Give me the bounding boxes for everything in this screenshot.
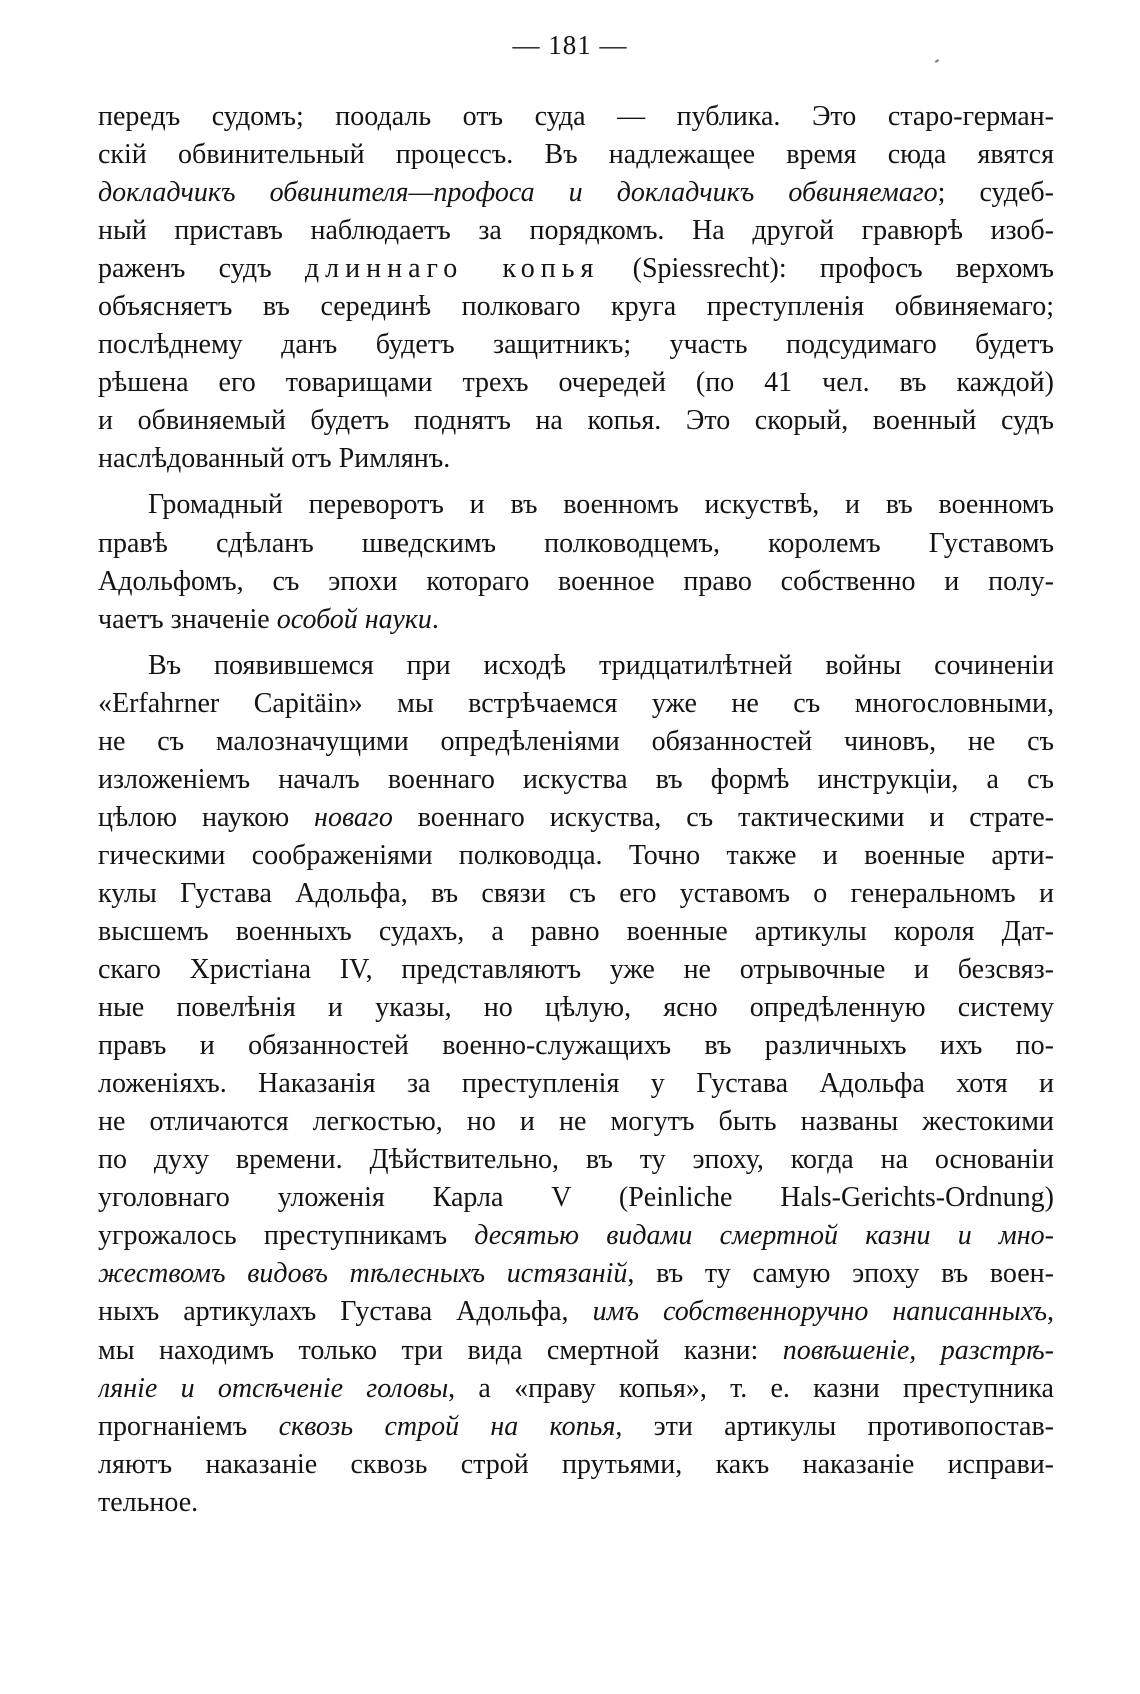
text-run: ,: [1047, 1296, 1054, 1328]
text-run: ныхъ артикулахъ Густава Адольфа,: [98, 1296, 593, 1328]
text-line: [98, 647, 1054, 685]
text-line: [98, 601, 1054, 639]
text-line: [98, 174, 1054, 212]
text-line: [98, 563, 1054, 601]
text-run: Въ появившемся при исходѣ тридцатилѣтней войны сочиненіи: [148, 649, 1054, 681]
text-line: [98, 250, 1054, 288]
text-run: (Spiessrecht): профосъ верхомъ: [599, 253, 1054, 285]
text-run: раженъ судъ: [98, 253, 305, 285]
text-line: [98, 723, 1054, 761]
text-run: послѣднему данъ будетъ защитникъ; участь подсудимаго будетъ: [98, 329, 1054, 361]
text-run: ляютъ наказаніе сквозь строй прутьями, какъ наказаніе исправи-: [98, 1448, 1054, 1480]
text-line: [98, 136, 1054, 174]
page-number: — 181 —: [512, 30, 628, 60]
italic-text: докладчикъ обвинителя—профоса и докладчикъ обвиняемаго: [98, 177, 938, 209]
italic-text: ляніе и отсѣченіе головы: [98, 1372, 449, 1404]
text-run: , эти артикулы противопостав-: [615, 1410, 1054, 1442]
text-run: по духу времени. Дѣйствительно, въ ту эпоху, когда на основаніи: [98, 1144, 1054, 1176]
text-run: ный приставъ наблюдаетъ за порядкомъ. На другой гравюрѣ изоб-: [98, 215, 1054, 247]
text-line: [98, 1027, 1054, 1065]
text-run: объясняетъ въ серединѣ полковаго круга преступленія обвиняемаго;: [98, 291, 1054, 323]
text-run: мы находимъ только три вида смертной казни:: [98, 1334, 783, 1366]
text-line: [98, 1179, 1054, 1217]
text-line: [98, 1255, 1054, 1293]
text-run: ложеніяхъ. Наказанія за преступленія у Густава Адольфа хотя и: [98, 1068, 1054, 1100]
text-run: ; судеб-: [937, 177, 1054, 209]
text-line: [98, 875, 1054, 913]
italic-text: новаго: [314, 801, 393, 833]
text-run: «Erfahrner Capitäin» мы встрѣчаемся уже не съ многословными,: [98, 687, 1054, 719]
text-line: [98, 1370, 1054, 1408]
text-line: [98, 1065, 1054, 1103]
text-line: [98, 440, 1054, 478]
text-run: тельное.: [98, 1486, 199, 1518]
text-line: [98, 1217, 1054, 1255]
text-line: [98, 364, 1054, 402]
text-run: скаго Христіана IV, представляютъ уже не отрывочные и безсвяз-: [98, 954, 1054, 986]
text-run: , въ ту самую эпоху въ воен-: [627, 1258, 1054, 1290]
text-line: [98, 1141, 1054, 1179]
paragraph-gap: [98, 478, 1054, 486]
text-run: Громадный переворотъ и въ военномъ искуствѣ, и въ военномъ: [148, 489, 1054, 521]
text-run: рѣшена его товарищами трехъ очередей (по 41 чел. въ каждой): [98, 367, 1054, 399]
paragraph: [98, 647, 1054, 1522]
italic-text: имъ собственноручно написанныхъ: [592, 1296, 1047, 1328]
text-run: кулы Густава Адольфа, въ связи съ его уставомъ о генеральномъ и: [98, 877, 1054, 909]
text-run: цѣлою наукою: [98, 801, 315, 833]
text-run: высшемъ военныхъ судахъ, а равно военные артикулы короля Дат-: [98, 915, 1054, 947]
text-run: наслѣдованный отъ Римлянъ.: [98, 443, 451, 475]
text-run: чаетъ значеніе: [98, 603, 277, 635]
italic-text: особой науки: [276, 603, 432, 635]
italic-text: сквозь строй на копья: [278, 1410, 616, 1442]
paragraph: [98, 98, 1054, 478]
text-line: [98, 1484, 1054, 1522]
text-line: [98, 326, 1054, 364]
text-line: [98, 402, 1054, 440]
paragraph-gap: [98, 639, 1054, 647]
text-run: правъ и обязанностей военно-служащихъ въ различныхъ ихъ по-: [98, 1030, 1054, 1062]
text-run: военнаго искуства, съ тактическими и страте-: [392, 801, 1054, 833]
text-run: ные повелѣнія и указы, но цѣлую, ясно опредѣленную систему: [98, 992, 1054, 1024]
text-line: [98, 1446, 1054, 1484]
text-run: Адольфомъ, съ эпохи котораго военное право собственно и полу-: [98, 565, 1054, 597]
text-run: не отличаются легкостью, но и не могутъ быть названы жестокими: [98, 1106, 1054, 1138]
text-run: угрожалось преступникамъ: [98, 1220, 475, 1252]
text-run: скій обвинительный процессъ. Въ надлежащее время сюда явятся: [98, 139, 1054, 171]
text-line: [98, 989, 1054, 1027]
text-run: уголовнаго уложенія Карла V (Peinliche Hals-Gerichts-Ordnung): [98, 1182, 1054, 1214]
italic-text: десятью видами смертной казни и мно-: [474, 1220, 1054, 1252]
text-run: изложеніемъ началъ военнаго искуства въ формѣ инструкціи, а съ: [98, 763, 1054, 795]
text-line: [98, 913, 1054, 951]
text-run: и обвиняемый будетъ поднятъ на копья. Это скорый, военный судъ: [98, 405, 1054, 437]
text-line: [98, 799, 1054, 837]
text-line: [98, 288, 1054, 326]
text-run: прогнаніемъ: [98, 1410, 279, 1442]
text-line: [98, 486, 1054, 524]
text-line: [98, 1293, 1054, 1331]
text-line: [98, 1408, 1054, 1446]
text-run: .: [431, 603, 439, 635]
text-run: правѣ сдѣланъ шведскимъ полководцемъ, королемъ Густавомъ: [98, 527, 1054, 559]
text-line: [98, 98, 1054, 136]
text-run: , а «праву копья», т. е. казни преступника: [448, 1372, 1054, 1404]
italic-text: повѣшеніе, разстрѣ-: [782, 1334, 1054, 1366]
text-run: не съ малозначущими опредѣленіями обязанностей чиновъ, не съ: [98, 725, 1054, 757]
print-speck: [935, 59, 939, 63]
spaced-text: длиннаго копья: [304, 253, 600, 285]
body-text: [98, 98, 1054, 1522]
text-line: [98, 951, 1054, 989]
text-line: [98, 761, 1054, 799]
text-line: [98, 837, 1054, 875]
text-line: [98, 1332, 1054, 1370]
text-run: гическими соображеніями полководца. Точно также и военные арти-: [98, 839, 1054, 871]
text-line: [98, 1103, 1054, 1141]
text-line: [98, 212, 1054, 250]
text-line: [98, 525, 1054, 563]
italic-text: жествомъ видовъ тѣлесныхъ истязаній: [98, 1258, 628, 1290]
paragraph: [98, 486, 1054, 638]
text-line: [98, 685, 1054, 723]
text-run: передъ судомъ; поодаль отъ суда — публика. Это старо-герман-: [98, 101, 1054, 132]
